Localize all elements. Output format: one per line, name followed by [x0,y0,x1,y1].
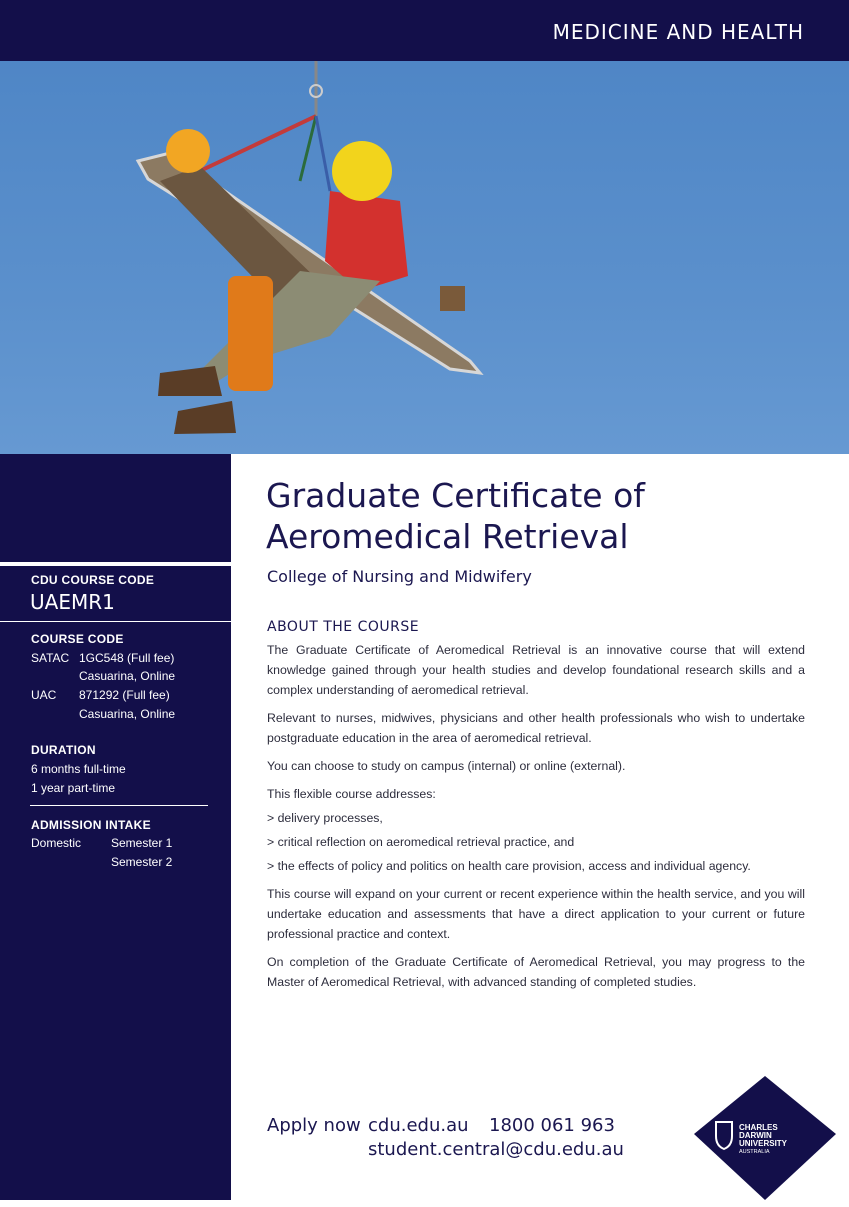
course-code-label: COURSE CODE [31,632,124,646]
duration-label: DURATION [31,743,96,757]
logo-text: AUSTRALIA [739,1149,770,1155]
course-title-line: Aeromedical Retrieval [266,517,629,556]
course-code-location: Casuarina, Online [79,669,176,683]
patient-boot [440,286,465,311]
rescuer-helmet [332,141,392,201]
email-link[interactable]: student.central@cdu.edu.au [368,1139,624,1160]
logo-text: DARWIN [739,1131,772,1140]
sidebar-rule [0,621,231,622]
header-bar [0,0,849,61]
rescue-illustration [0,61,849,454]
intake-semester: Semester 2 [111,855,173,869]
college-name: College of Nursing and Midwifery [267,567,532,586]
equipment-bag [228,276,273,391]
phone-number[interactable]: 1800 061 963 [489,1115,615,1136]
about-paragraph: You can choose to study on campus (internal) or online (external). [267,759,626,773]
sling-green [300,116,316,181]
course-code-value: 1GC548 (Full fee) [79,651,175,665]
admission-intake-label: ADMISSION INTAKE [31,818,151,832]
about-bullet: > critical reflection on aeromedical retrieval practice, and [267,835,575,849]
about-paragraph: This course will expand on your current or recent experience within the health service, and you will undertake education and assessments that have a direct application to your current or future professional practice and context. [267,887,805,941]
intake-type: Domestic [31,836,82,850]
cdu-logo [690,1072,840,1202]
apply-now-label: Apply now [267,1115,361,1136]
sidebar-rule [30,805,208,806]
about-heading: ABOUT THE COURSE [267,619,420,635]
course-title-line: Graduate Certificate of [266,476,645,515]
website-link[interactable]: cdu.edu.au [368,1115,469,1136]
category-label: MEDICINE AND HEALTH [552,20,804,44]
course-code-value: 871292 (Full fee) [79,688,170,702]
duration-part-time: 1 year part-time [31,781,116,795]
about-paragraph: The Graduate Certificate of Aeromedical Retrieval is an innovative course that will extend knowledge gained through your health studies and develop foundational research skills and a complex understanding of aeromedical retrieval. [267,643,805,697]
logo-text: UNIVERSITY [739,1139,788,1148]
boot-lower [174,401,236,434]
hero-image [0,61,849,454]
cdu-logo-mark [690,1072,840,1202]
sling-blue [316,116,330,191]
cdu-code-value: UAEMR1 [30,590,115,614]
rescuer-legs [190,271,380,386]
cdu-code-label: CDU COURSE CODE [31,573,155,587]
about-bullet: > the effects of policy and politics on health care provision, access and individual agency. [267,859,751,873]
course-code-agency: SATAC [31,651,70,665]
course-code-agency: UAC [31,688,57,702]
sidebar-divider [0,562,231,566]
intake-semester: Semester 1 [111,836,173,850]
duration-full-time: 6 months full-time [31,762,126,776]
logo-text: CHARLES [739,1123,778,1132]
about-paragraph: On completion of the Graduate Certificate of Aeromedical Retrieval, you may progress to the Master of Aeromedical Retrieval, with advanced standing of completed studies. [267,955,805,989]
about-paragraph: This flexible course addresses: [267,787,436,801]
about-bullet: > delivery processes, [267,811,383,825]
course-title [266,475,826,557]
about-paragraph: Relevant to nurses, midwives, physicians and other health professionals who wish to undertake postgraduate education in the area of aeromedical retrieval. [267,711,805,745]
boot-upper [158,366,222,396]
sling-left [200,116,316,171]
course-code-location: Casuarina, Online [79,707,176,721]
patient-helmet [166,129,210,173]
